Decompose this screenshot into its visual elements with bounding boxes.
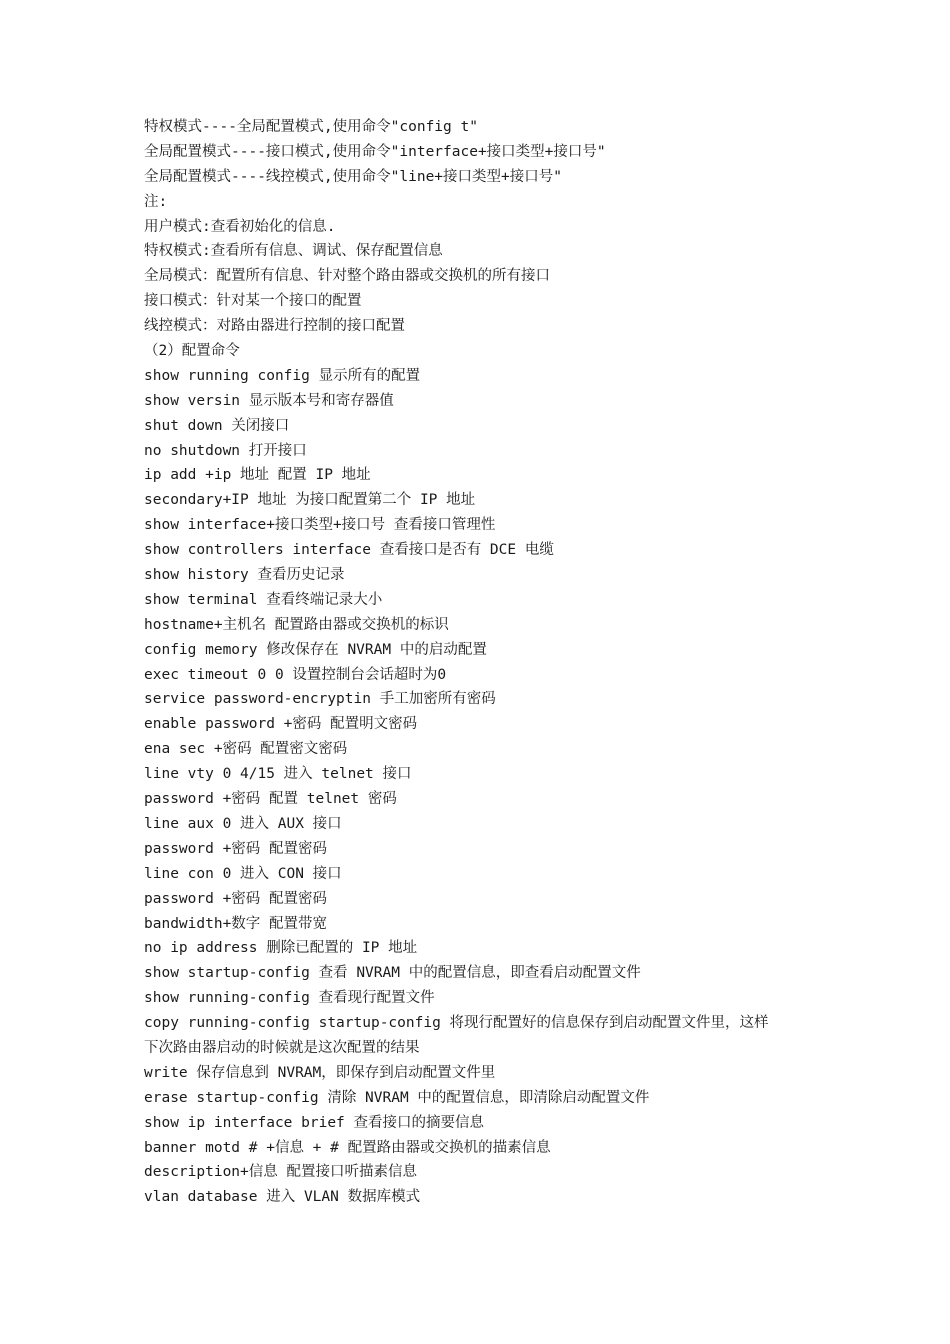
command-line: line aux 0 进入 AUX 接口	[144, 815, 342, 832]
command-line: show terminal 查看终端记录大小	[144, 591, 383, 608]
command-line: line con 0 进入 CON 接口	[144, 865, 342, 882]
text-line: 特权模式----全局配置模式,使用命令"config t"	[144, 119, 478, 135]
command-line-continuation: 下次路由器启动的时候就是这次配置的结果	[144, 1039, 420, 1056]
command-line: show interface+接口类型+接口号 查看接口管理性	[144, 517, 496, 534]
command-line: copy running-config startup-config 将现行配置好的信息保存到启动配置文件里，这样	[144, 1015, 769, 1032]
command-line: bandwidth+数字 配置带宽	[144, 915, 328, 932]
text-line: 线控模式：对路由器进行控制的接口配置	[144, 318, 405, 335]
document-body	[144, 115, 816, 1210]
command-line: write 保存信息到 NVRAM，即保存到启动配置文件里	[144, 1064, 496, 1081]
command-line: no ip address 删除已配置的 IP 地址	[144, 940, 418, 957]
command-line: no shutdown 打开接口	[144, 442, 307, 459]
command-line: exec timeout 0 0 设置控制台会话超时为0	[144, 666, 447, 683]
command-line: show running config 显示所有的配置	[144, 367, 421, 384]
command-line: ena sec +密码 配置密文密码	[144, 741, 348, 758]
text-line: 接口模式：针对某一个接口的配置	[144, 293, 362, 310]
command-line: show controllers interface 查看接口是否有 DCE 电缆	[144, 542, 554, 559]
command-line: hostname+主机名 配置路由器或交换机的标识	[144, 616, 449, 633]
section-heading: （2）配置命令	[144, 343, 240, 360]
command-line: password +密码 配置 telnet 密码	[144, 791, 397, 808]
text-line: 全局模式：配置所有信息、针对整个路由器或交换机的所有接口	[144, 268, 550, 285]
command-line: config memory 修改保存在 NVRAM 中的启动配置	[144, 641, 487, 658]
command-line: line vty 0 4/15 进入 telnet 接口	[144, 766, 412, 783]
text-line: 特权模式:查看所有信息、调试、保存配置信息	[144, 243, 443, 260]
command-line: enable password +密码 配置明文密码	[144, 716, 418, 733]
command-line: show ip interface brief 查看接口的摘要信息	[144, 1114, 485, 1131]
text-line: 用户模式:查看初始化的信息.	[144, 218, 336, 235]
command-line: service password-encryptin 手工加密所有密码	[144, 691, 496, 708]
command-line: ip add +ip 地址 配置 IP 地址	[144, 467, 371, 484]
command-line: erase startup-config 清除 NVRAM 中的配置信息，即清除启动配置文件	[144, 1089, 650, 1106]
command-line: secondary+IP 地址 为接口配置第二个 IP 地址	[144, 492, 476, 509]
command-line: show versin 显示版本号和寄存器值	[144, 392, 394, 409]
text-line: 全局配置模式----接口模式,使用命令"interface+接口类型+接口号"	[144, 143, 606, 160]
command-line: show running-config 查看现行配置文件	[144, 990, 435, 1007]
command-line: show startup-config 查看 NVRAM 中的配置信息，即查看启动配置文件	[144, 965, 641, 982]
command-line: shut down 关闭接口	[144, 417, 290, 434]
text-line: 注:	[144, 193, 168, 210]
command-line: password +密码 配置密码	[144, 890, 328, 907]
command-line: password +密码 配置密码	[144, 840, 328, 857]
command-line: banner motd # +信息 + # 配置路由器或交换机的描素信息	[144, 1139, 551, 1156]
command-line: description+信息 配置接口听描素信息	[144, 1164, 417, 1181]
text-line: 全局配置模式----线控模式,使用命令"line+接口类型+接口号"	[144, 168, 562, 185]
command-line: vlan database 进入 VLAN 数据库模式	[144, 1189, 421, 1206]
command-line: show history 查看历史记录	[144, 567, 345, 584]
